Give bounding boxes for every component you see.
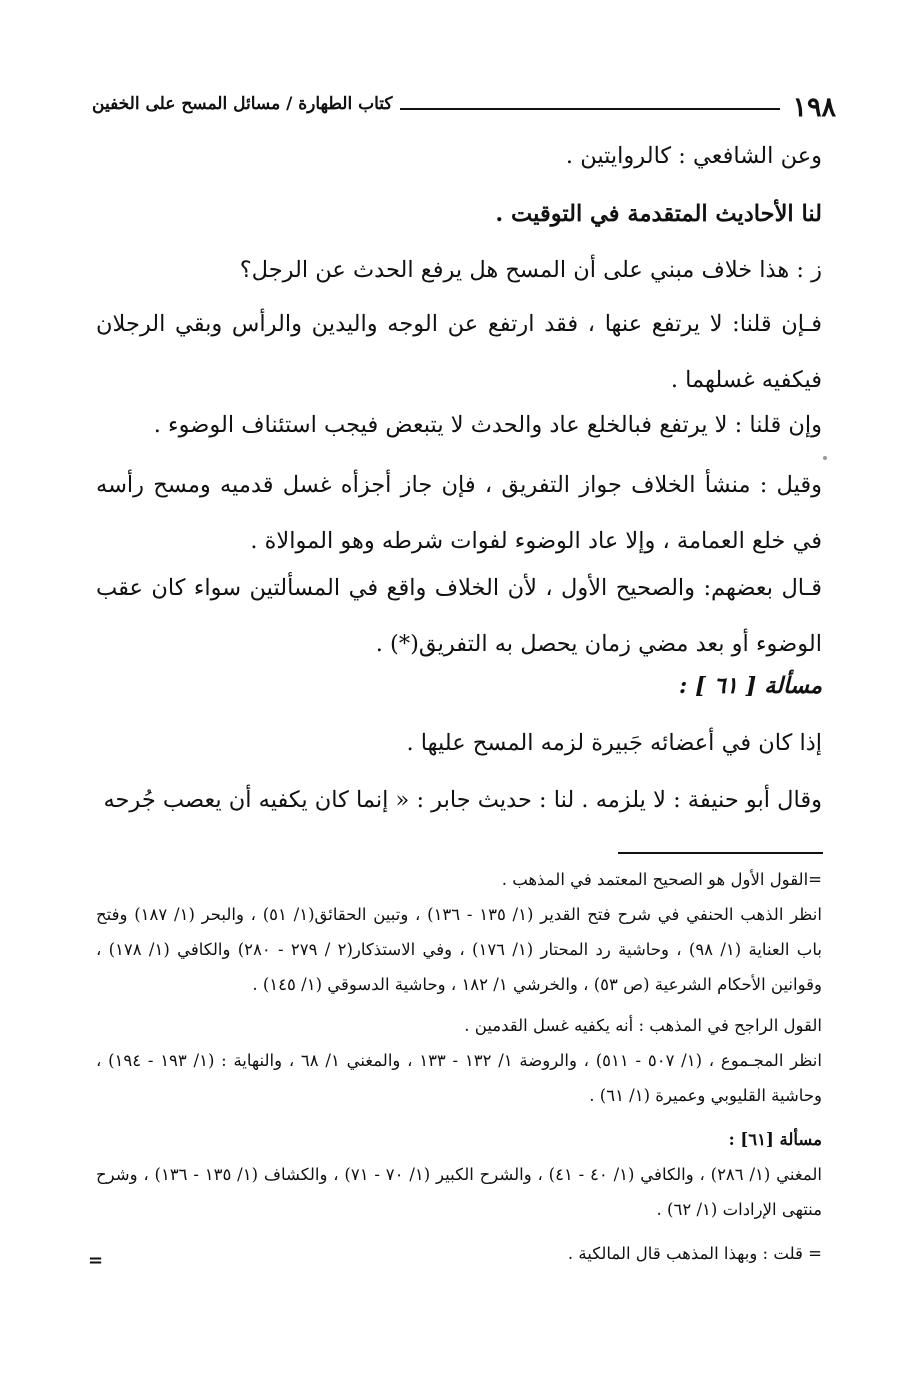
footnote-separator xyxy=(618,852,823,854)
running-title: كتاب الطهارة / مسائل المسح على الخفين xyxy=(92,94,393,114)
footnote-line: انظر المجـموع ، (١/ ٥٠٧ - ٥١١) ، والروضة ١/ ١٣٢ - ١٣٣ ، والمغني ١/ ٦٨ ، والنهاية : (١/ ١٩٣ - ١٩٤) ، وحاشية القليوبي وعميرة (١/ ٦١) . xyxy=(96,1051,822,1105)
footnote-line: انظر الذهب الحنفي في شرح فتح القدير (١/ ١٣٥ - ١٣٦) ، وتبين الحقائق(١/ ٥١) ، والبحر (١/ ١٨٧) وفتح باب العناية (١/ ٩٨) ، وحاشية رد المحتار (١/ ١٧٦) ، وفي الاستذكار(٢ / ٢٧٩ - ٢٨٠) والكافي (١/ ١٧٨) ، وقوانين الأحكام الشرعية (ص ٥٣) ، والخرشي ١/ ١٨٢ ، وحاشية الدسوقي (١/ ١٤٥) . xyxy=(96,905,822,994)
footnote-line: المغني (١/ ٢٨٦) ، والكافي (١/ ٤٠ - ٤١) ، والشرح الكبير (١/ ٧٠ - ٧١) ، والكشاف (١/ ١٣٥ - ١٣٦) ، وشرح منتهى الإرادات (١/ ٦٢) . xyxy=(96,1165,823,1219)
body-paragraph: لنا الأحاديث المتقدمة في التوقيت . xyxy=(495,201,822,227)
header-rule xyxy=(400,108,780,110)
issue-heading: مسألة [ ٦١ ] : xyxy=(678,673,822,699)
body-paragraph: وعن الشافعي : كالروايتين . xyxy=(565,143,822,169)
footnote-line: =القول الأول هو الصحيح المعتمد في المذهب . xyxy=(501,870,822,889)
body-paragraph: إذا كان في أعضائه جَبيرة لزمه المسح عليها . xyxy=(406,730,822,756)
continuation-mark: = xyxy=(88,1250,104,1271)
body-paragraph: فـإن قلنا: لا يرتفع عنها ، فقد ارتفع عن الوجه واليدين والرأس وبقي الرجلان فيكفيه غسلهما . xyxy=(96,311,822,393)
footnote-line: القول الراجح في المذهب : أنه يكفيه غسل القدمين . xyxy=(464,1016,822,1035)
body-paragraph: وقيل : منشأ الخلاف جواز التفريق ، فإن جاز أجزأه غسل قدميه ومسح رأسه في خلع العمامة ، وإلا عاد الوضوء لفوات شرطه وهو الموالاة . xyxy=(96,472,822,554)
body-paragraph: قـال بعضهم: والصحيح الأول ، لأن الخلاف واقع في المسألتين سواء كان عقب الوضوء أو بعد مضي زمان يحصل به التفريق(*) . xyxy=(96,575,822,657)
page-number: ١٩٨ xyxy=(792,92,836,123)
footnote-line: = قلت : وبهذا المذهب قال المالكية . xyxy=(567,1244,822,1263)
body-paragraph: وإن قلنا : لا يرتفع فبالخلع عاد والحدث لا يتبعض فيجب استئناف الوضوء . xyxy=(153,412,822,438)
body-paragraph: ز : هذا خلاف مبني على أن المسح هل يرفع الحدث عن الرجل؟ xyxy=(239,257,822,283)
body-paragraph: وقال أبو حنيفة : لا يلزمه . لنا : حديث جابر : « إنما كان يكفيه أن يعصب جُرحه xyxy=(103,787,822,813)
stray-mark xyxy=(823,456,827,460)
footnote-heading: مسألة [٦١] : xyxy=(728,1130,822,1149)
